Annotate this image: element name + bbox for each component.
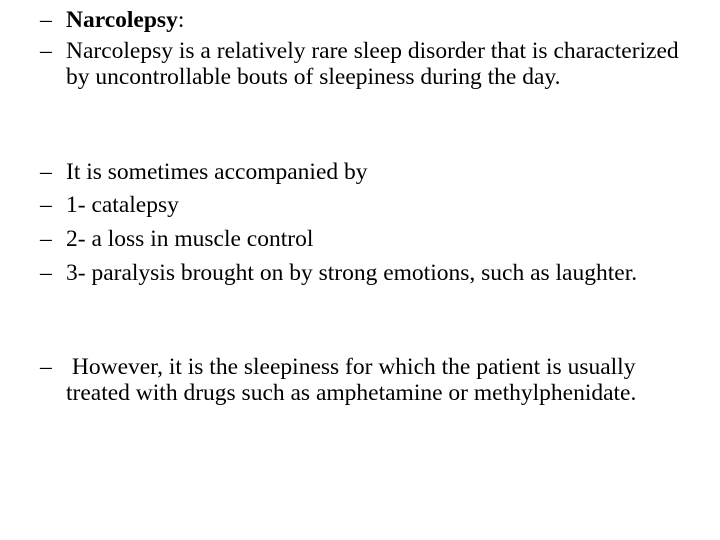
bullet-text: However, it is the sleepiness for which the patient is usually treated with drugs such as amphetamine or methylphenidate.: [66, 354, 642, 406]
bullet-item-muscle-control: [40, 226, 700, 252]
bullet-dash: –: [40, 260, 52, 286]
heading-narcolepsy: Narcolepsy: [66, 7, 178, 33]
bullet-text: 3- paralysis brought on by strong emotions, such as laughter.: [66, 260, 638, 286]
bullet-dash: –: [40, 192, 52, 218]
bullet-text: [66, 7, 700, 33]
bullet-item-catalepsy: [40, 192, 700, 218]
bullet-dash: –: [40, 226, 52, 252]
bullet-text: 2- a loss in muscle control: [66, 226, 314, 252]
bullet-item-paralysis: [40, 260, 700, 286]
heading-colon: :: [177, 7, 185, 33]
bullet-dash: –: [40, 7, 52, 33]
bullet-dash: –: [40, 38, 52, 64]
bullet-text: 1- catalepsy: [66, 192, 179, 218]
bullet-text: Narcolepsy is a relatively rare sleep disorder that is characterized by uncontrollable bouts of sleepiness during the day.: [66, 38, 679, 90]
bullet-item-definition: [40, 38, 700, 90]
bullet-dash: –: [40, 354, 52, 380]
bullet-text: It is sometimes accompanied by: [66, 159, 368, 185]
bullet-item-heading: [40, 7, 700, 33]
bullet-dash: –: [40, 159, 52, 185]
bullet-item-accompanied: [40, 159, 700, 185]
bullet-item-treatment: [40, 354, 700, 406]
